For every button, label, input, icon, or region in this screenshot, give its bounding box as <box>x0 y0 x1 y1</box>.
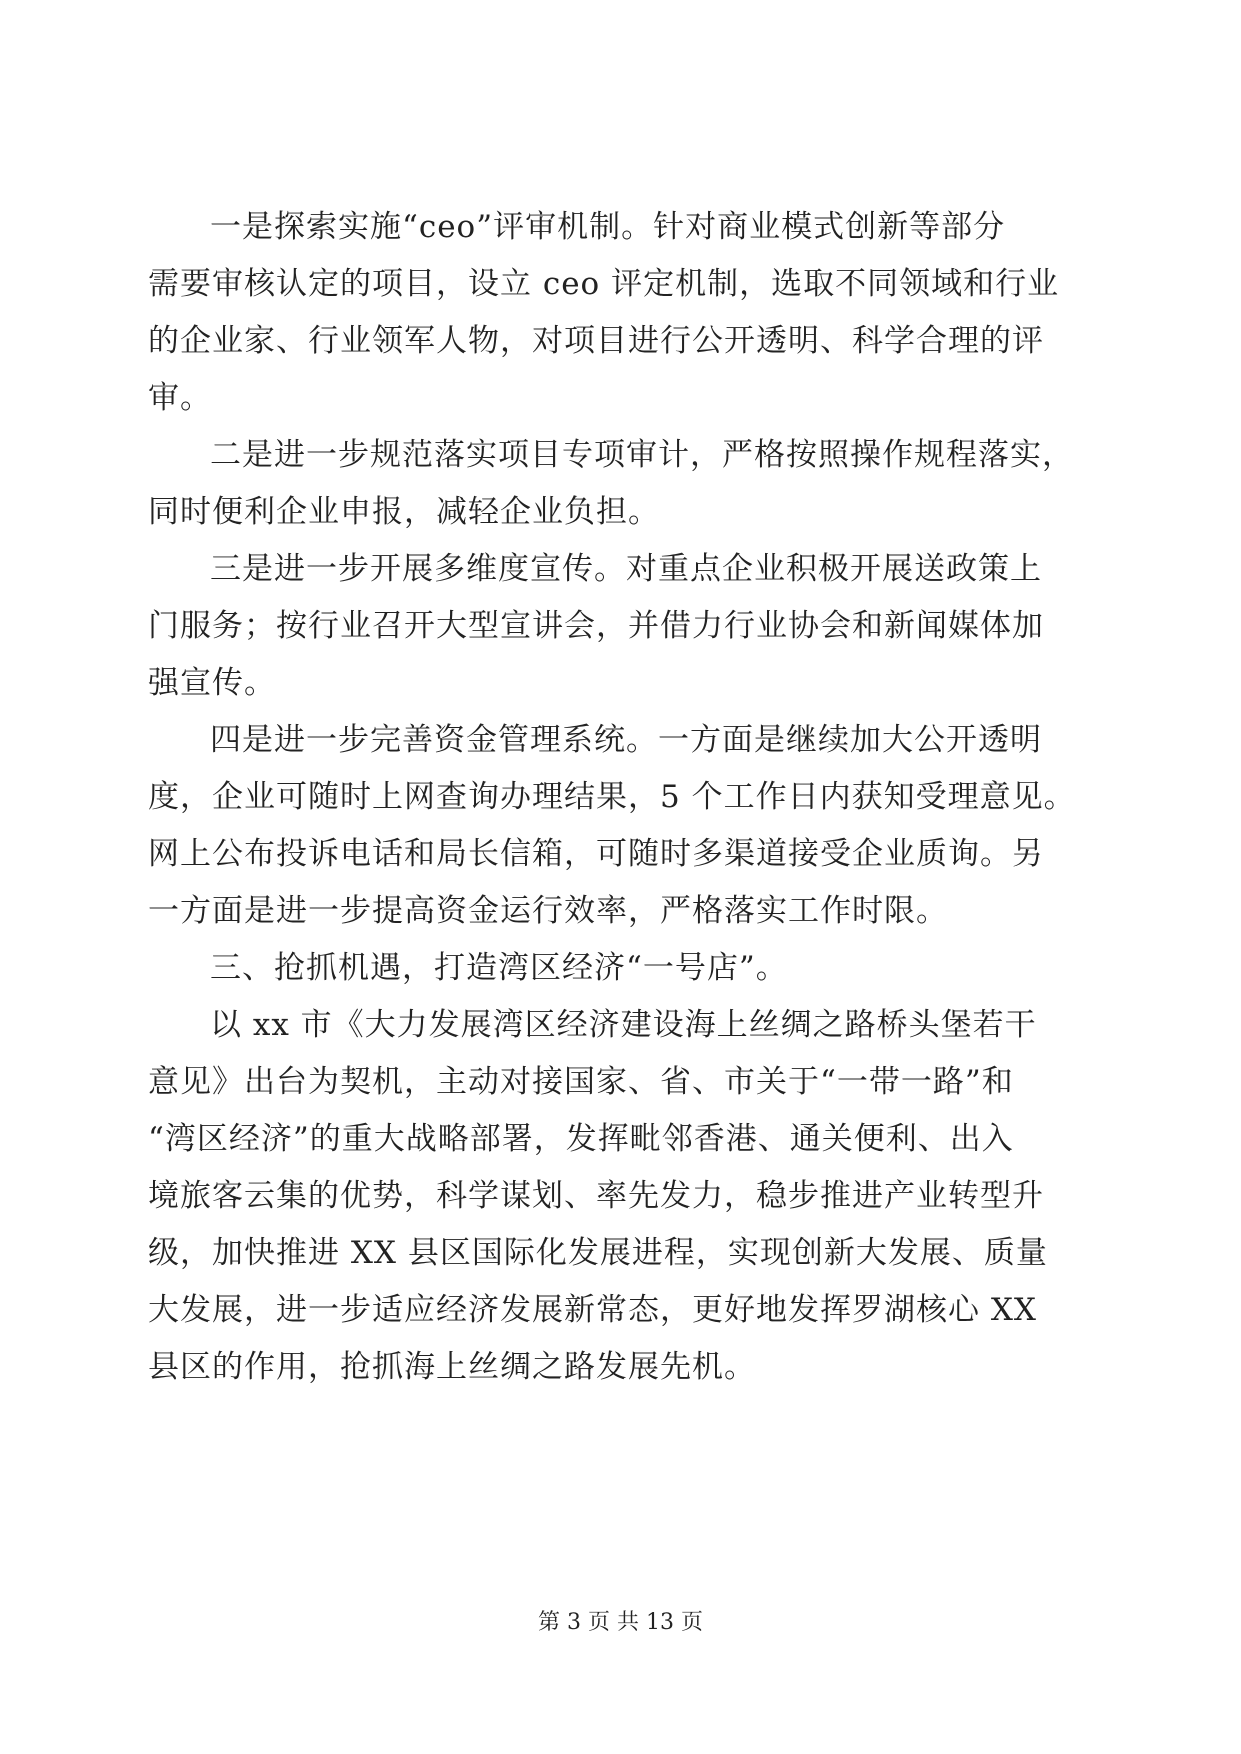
paragraph-3-line-3: 强宣传。 <box>148 665 276 701</box>
paragraph-6-line-4: 境旅客云集的优势，科学谋划、率先发力，稳步推进产业转型升 <box>148 1178 1044 1214</box>
paragraph-4-line-2: 度，企业可随时上网查询办理结果，5 个工作日内获知受理意见。 <box>148 779 1076 815</box>
paragraph-6-line-5: 级，加快推进 XX 县区国际化发展进程，实现创新大发展、质量 <box>148 1235 1048 1271</box>
page-number-footer: 第 3 页 共 13 页 <box>538 1610 703 1635</box>
paragraph-1-line-4: 审。 <box>148 380 212 416</box>
paragraph-6-line-6: 大发展，进一步适应经济发展新常态，更好地发挥罗湖核心 XX <box>148 1292 1037 1328</box>
paragraph-3-line-2: 门服务；按行业召开大型宣讲会，并借力行业协会和新闻媒体加 <box>148 608 1044 644</box>
paragraph-1-line-3: 的企业家、行业领军人物，对项目进行公开透明、科学合理的评 <box>148 323 1044 359</box>
paragraph-6-line-2: 意见》出台为契机，主动对接国家、省、市关于“一带一路”和 <box>148 1064 1014 1100</box>
paragraph-1-line-1: 一是探索实施“ceo”评审机制。针对商业模式创新等部分 <box>210 209 1006 245</box>
section-heading: 三、抢抓机遇，打造湾区经济“一号店”。 <box>210 950 788 986</box>
paragraph-3-line-1: 三是进一步开展多维度宣传。对重点企业积极开展送政策上 <box>210 551 1042 587</box>
paragraph-4-line-1: 四是进一步完善资金管理系统。一方面是继续加大公开透明 <box>210 722 1042 758</box>
paragraph-6-line-1: 以 xx 市《大力发展湾区经济建设海上丝绸之路桥头堡若干 <box>210 1007 1037 1043</box>
paragraph-4-line-4: 一方面是进一步提高资金运行效率，严格落实工作时限。 <box>148 893 948 929</box>
paragraph-2-line-1: 二是进一步规范落实项目专项审计，严格按照操作规程落实， <box>210 437 1074 473</box>
paragraph-6-line-3: “湾区经济”的重大战略部署，发挥毗邻香港、通关便利、出入 <box>148 1121 1014 1157</box>
paragraph-4-line-3: 网上公布投诉电话和局长信箱，可随时多渠道接受企业质询。另 <box>148 836 1044 872</box>
paragraph-1-line-2: 需要审核认定的项目，设立 ceo 评定机制，选取不同领域和行业 <box>148 266 1060 302</box>
paragraph-2-line-2: 同时便利企业申报，减轻企业负担。 <box>148 494 660 530</box>
paragraph-6-line-7: 县区的作用，抢抓海上丝绸之路发展先机。 <box>148 1349 756 1385</box>
